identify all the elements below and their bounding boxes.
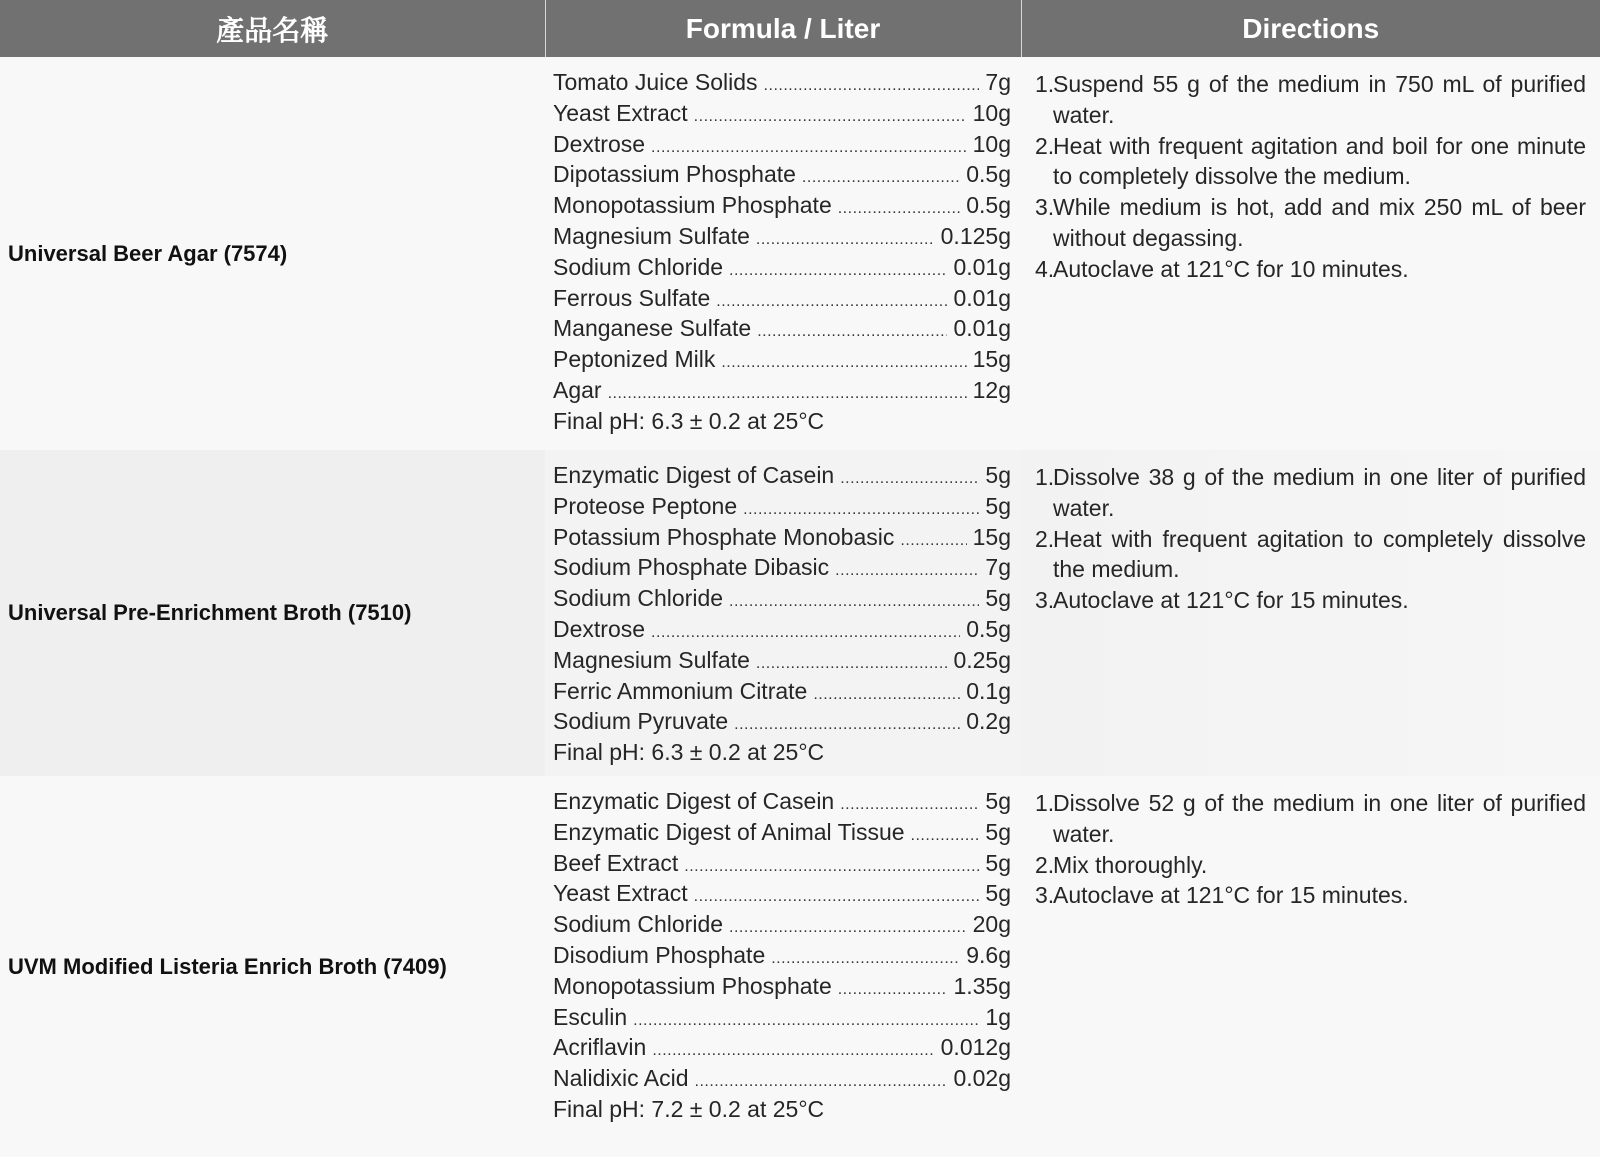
ingredient-amount: 0.5g [966, 192, 1011, 219]
dot-leader [716, 293, 947, 311]
dot-leader [743, 501, 979, 519]
formula-cell [545, 57, 1021, 450]
dot-leader [838, 981, 948, 999]
ingredient-amount: 5g [985, 849, 1011, 876]
ingredient-name: Esculin [553, 1003, 628, 1030]
final-ph: Final pH: 7.2 ± 0.2 at 25°C [553, 1095, 825, 1122]
ingredient-name: Sodium Chloride [553, 253, 724, 280]
dot-leader [729, 593, 979, 611]
step-text: Suspend 55 g of the medium in 750 mL of purified water. [1053, 71, 1586, 128]
formula-line [553, 1004, 1011, 1035]
ingredient-name: Monopotassium Phosphate [553, 972, 832, 999]
dot-leader [756, 231, 935, 249]
step-number: 2. [1035, 132, 1055, 159]
formula-line [553, 616, 1011, 647]
dot-leader [633, 1012, 979, 1030]
dot-leader [651, 139, 967, 157]
ingredient-amount: 15g [972, 523, 1011, 550]
step-number: 1. [1035, 464, 1055, 490]
ingredient-name: Dextrose [553, 130, 646, 157]
formula-line [553, 493, 1011, 524]
direction-step [1035, 192, 1586, 254]
formula-line [553, 1065, 1011, 1096]
ingredient-name: Enzymatic Digest of Animal Tissue [553, 818, 905, 845]
ingredient-name: Manganese Sulfate [553, 315, 752, 342]
product-name: Universal Pre-Enrichment Broth (7510) [0, 450, 545, 776]
formula-line [553, 346, 1011, 377]
ingredient-name: Yeast Extract [553, 880, 688, 907]
step-number: 2. [1035, 525, 1055, 552]
dot-leader [734, 716, 960, 734]
step-number: 3. [1035, 882, 1055, 909]
dot-leader [608, 385, 967, 403]
directions-cell [1021, 450, 1600, 776]
step-number: 2. [1035, 851, 1055, 878]
formula-line [553, 942, 1011, 973]
formula-line [553, 192, 1011, 223]
ingredient-name: Magnesium Sulfate [553, 222, 750, 249]
step-text: Heat with frequent agitation and boil for one minute to completely dissolve the medium. [1053, 132, 1586, 190]
ingredient-name: Sodium Chloride [553, 911, 724, 938]
ingredient-amount: 5g [985, 818, 1011, 845]
final-ph: Final pH: 6.3 ± 0.2 at 25°C [553, 739, 825, 766]
header-product-name: 產品名稱 [0, 0, 545, 57]
step-number: 4. [1035, 255, 1055, 282]
dot-leader [757, 323, 947, 341]
ingredient-name: Acriflavin [553, 1034, 647, 1061]
dot-leader [911, 827, 980, 845]
dot-leader [756, 655, 948, 673]
formula-line [553, 1034, 1011, 1065]
directions-cell [1021, 776, 1600, 1157]
ingredient-amount: 1g [985, 1003, 1011, 1030]
step-number: 1. [1035, 790, 1055, 816]
product-row [0, 776, 1600, 1157]
ingredient-name: Ferric Ammonium Citrate [553, 677, 808, 704]
ingredient-amount: 0.1g [966, 677, 1011, 704]
formula-line [553, 100, 1011, 131]
ingredient-name: Peptonized Milk [553, 346, 716, 373]
formula-line [553, 524, 1011, 555]
dot-leader [813, 686, 960, 704]
step-text: Autoclave at 121°C for 10 minutes. [1053, 255, 1409, 282]
step-text: Dissolve 38 g of the medium in one liter of purified water. [1053, 464, 1586, 521]
product-row [0, 57, 1600, 450]
direction-step [1035, 850, 1586, 881]
dot-leader [835, 562, 979, 580]
dot-leader [684, 858, 979, 876]
dot-leader [838, 200, 961, 218]
ingredient-amount: 5g [985, 788, 1011, 814]
ingredient-name: Dextrose [553, 615, 646, 642]
ingredient-name: Dipotassium Phosphate [553, 161, 796, 188]
ingredient-amount: 1.35g [953, 972, 1011, 999]
direction-step [1035, 69, 1586, 131]
formula-line [553, 585, 1011, 616]
ingredient-amount: 7g [985, 554, 1011, 581]
step-text: Autoclave at 121°C for 15 minutes. [1053, 882, 1409, 909]
formula-line [553, 973, 1011, 1004]
formula-cell [545, 450, 1021, 776]
dot-leader [900, 532, 966, 550]
ingredient-name: Nalidixic Acid [553, 1065, 689, 1092]
dot-leader [652, 1042, 934, 1060]
ingredient-name: Sodium Chloride [553, 585, 724, 612]
step-text: Mix thoroughly. [1053, 851, 1208, 878]
ingredient-amount: 0.01g [953, 284, 1011, 311]
ingredient-amount: 5g [985, 585, 1011, 612]
step-number: 3. [1035, 194, 1055, 221]
formula-line [553, 647, 1011, 678]
formula-line [553, 911, 1011, 942]
ingredient-amount: 9.6g [966, 941, 1011, 968]
ingredient-amount: 0.01g [953, 253, 1011, 280]
ingredient-name: Enzymatic Digest of Casein [553, 788, 835, 814]
dot-leader [840, 470, 979, 488]
formula-line [553, 554, 1011, 585]
ingredient-amount: 0.125g [940, 222, 1011, 249]
formula-cell [545, 776, 1021, 1157]
ingredient-name: Beef Extract [553, 849, 679, 876]
direction-step [1035, 462, 1586, 524]
step-text: Autoclave at 121°C for 15 minutes. [1053, 587, 1409, 614]
dot-leader [695, 1073, 948, 1091]
ingredient-amount: 0.012g [940, 1034, 1011, 1061]
ingredient-amount: 0.25g [953, 646, 1011, 673]
ingredient-amount: 5g [985, 492, 1011, 519]
formula-line [553, 377, 1011, 408]
dot-leader [729, 262, 947, 280]
header-directions: Directions [1021, 0, 1600, 57]
ingredient-amount: 7g [985, 69, 1011, 95]
dot-leader [694, 108, 967, 126]
ingredient-name: Enzymatic Digest of Casein [553, 462, 835, 488]
formula-line [553, 788, 1011, 819]
ingredient-name: Sodium Phosphate Dibasic [553, 554, 830, 581]
formula-line [553, 223, 1011, 254]
ingredient-amount: 5g [985, 880, 1011, 907]
ingredient-name: Agar [553, 376, 602, 403]
directions-cell [1021, 57, 1600, 450]
dot-leader [840, 796, 979, 814]
direction-step [1035, 880, 1586, 911]
ingredient-amount: 10g [972, 99, 1011, 126]
ingredient-name: Magnesium Sulfate [553, 646, 750, 673]
final-ph: Final pH: 6.3 ± 0.2 at 25°C [553, 407, 825, 434]
formula-line [553, 131, 1011, 162]
ingredient-name: Potassium Phosphate Monobasic [553, 523, 895, 550]
ingredient-amount: 10g [972, 130, 1011, 157]
step-number: 3. [1035, 587, 1055, 614]
dot-leader [651, 624, 960, 642]
ingredient-name: Disodium Phosphate [553, 941, 766, 968]
step-text: Heat with frequent agitation to completely dissolve the medium. [1053, 525, 1586, 583]
step-text: While medium is hot, add and mix 250 mL of beer without degassing. [1053, 194, 1586, 251]
direction-step [1035, 254, 1586, 285]
direction-step [1035, 788, 1586, 850]
ingredient-amount: 20g [972, 911, 1011, 938]
formula-line [553, 161, 1011, 192]
direction-step [1035, 524, 1586, 586]
product-name: Universal Beer Agar (7574) [0, 57, 545, 450]
header-row [0, 0, 1600, 57]
direction-step [1035, 585, 1586, 616]
formula-line [553, 315, 1011, 346]
ingredient-amount: 0.5g [966, 161, 1011, 188]
ingredient-amount: 12g [972, 376, 1011, 403]
ingredient-name: Ferrous Sulfate [553, 284, 711, 311]
dot-leader [764, 77, 980, 95]
dot-leader [721, 354, 966, 372]
step-number: 1. [1035, 71, 1055, 97]
direction-step [1035, 131, 1586, 193]
ingredient-amount: 0.01g [953, 315, 1011, 342]
formula-line [553, 462, 1011, 493]
header-formula: Formula / Liter [545, 0, 1021, 57]
dot-leader [802, 169, 960, 187]
formula-line [553, 254, 1011, 285]
ingredient-name: Monopotassium Phosphate [553, 192, 832, 219]
ingredient-amount: 0.5g [966, 615, 1011, 642]
formula-line [553, 708, 1011, 739]
formula-line [553, 678, 1011, 709]
step-text: Dissolve 52 g of the medium in one liter of purified water. [1053, 790, 1586, 847]
ingredient-amount: 15g [972, 346, 1011, 373]
product-name: UVM Modified Listeria Enrich Broth (7409) [0, 776, 545, 1157]
formula-line [553, 285, 1011, 316]
ingredient-amount: 5g [985, 462, 1011, 488]
ingredient-name: Sodium Pyruvate [553, 708, 729, 735]
ingredient-amount: 0.2g [966, 708, 1011, 735]
ingredient-name: Yeast Extract [553, 99, 688, 126]
dot-leader [771, 950, 960, 968]
ingredient-name: Tomato Juice Solids [553, 69, 758, 95]
dot-leader [729, 919, 967, 937]
product-row [0, 450, 1600, 776]
ingredient-amount: 0.02g [953, 1065, 1011, 1092]
formula-line [553, 880, 1011, 911]
formula-line [553, 819, 1011, 850]
formula-line [553, 850, 1011, 881]
formula-line [553, 69, 1011, 100]
dot-leader [694, 888, 980, 906]
ingredient-name: Proteose Peptone [553, 492, 738, 519]
